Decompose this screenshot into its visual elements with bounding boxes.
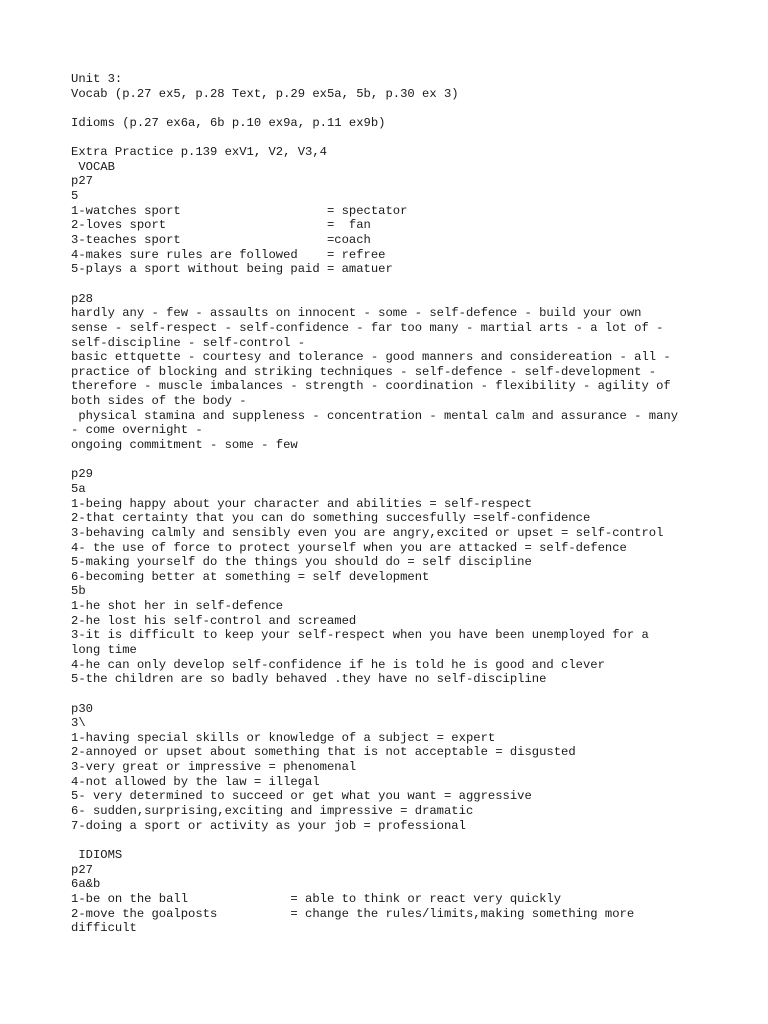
text-line: 4- the use of force to protect yourself when you are attacked = self-defence xyxy=(71,540,627,555)
text-line: 3\ xyxy=(71,716,86,731)
text-line: 6a&b xyxy=(71,877,101,892)
text-line xyxy=(71,277,731,292)
text-line xyxy=(71,453,731,468)
text-line: 1-being happy about your character and abilities = self-respect xyxy=(71,496,532,511)
text-line: 1-he shot her in self-defence xyxy=(71,599,284,614)
text-line: 1-watches sport = spectator xyxy=(71,203,408,218)
text-line: VOCAB xyxy=(71,159,115,174)
text-line: 6-becoming better at something = self development xyxy=(71,569,430,584)
text-line: 3-behaving calmly and sensibly even you are angry,excited or upset = self-control xyxy=(71,525,664,540)
text-line: practice of blocking and striking techniques - self-defence - self-development - xyxy=(71,364,657,379)
text-line xyxy=(71,833,731,848)
text-line: 4-not allowed by the law = illegal xyxy=(71,774,320,789)
text-line: ongoing commitment - some - few xyxy=(71,438,298,453)
text-line: 2-move the goalposts = change the rules/limits,making something more xyxy=(71,906,635,921)
document-page xyxy=(71,72,731,936)
text-line: 5-making yourself do the things you should do = self discipline xyxy=(71,555,532,570)
text-line: 5b xyxy=(71,584,86,599)
text-line: therefore - muscle imbalances - strength - coordination - flexibility - agility of xyxy=(71,379,671,394)
text-line: 6- sudden,surprising,exciting and impressive = dramatic xyxy=(71,804,474,819)
text-line: difficult xyxy=(71,921,137,936)
text-line: 7-doing a sport or activity as your job = professional xyxy=(71,818,466,833)
text-line: 1-having special skills or knowledge of a subject = expert xyxy=(71,730,496,745)
text-line: self-discipline - self-control - xyxy=(71,335,306,350)
text-line xyxy=(71,101,731,116)
text-line xyxy=(71,131,731,146)
text-line: basic ettquette - courtesy and tolerance - good manners and considereation - all - xyxy=(71,350,671,365)
text-line: Idioms (p.27 ex6a, 6b p.10 ex9a, p.11 ex9b) xyxy=(71,115,386,130)
text-line: 4-he can only develop self-confidence if he is told he is good and clever xyxy=(71,657,605,672)
text-line: 2-he lost his self-control and screamed xyxy=(71,613,357,628)
text-line: p29 xyxy=(71,467,93,482)
text-line: Unit 3: xyxy=(71,72,123,86)
text-line: 3-very great or impressive = phenomenal xyxy=(71,760,357,775)
text-line xyxy=(71,687,731,702)
text-line: p27 xyxy=(71,862,93,877)
text-line: both sides of the body - xyxy=(71,394,247,409)
text-line: 2-that certainty that you can do something succesfully =self-confidence xyxy=(71,511,591,526)
text-line: 3-teaches sport =coach xyxy=(71,233,371,248)
text-line: p27 xyxy=(71,174,93,189)
text-line: 5a xyxy=(71,481,86,496)
text-line: Extra Practice p.139 exV1, V2, V3,4 xyxy=(71,145,327,160)
text-line: p30 xyxy=(71,701,93,716)
text-line: 3-it is difficult to keep your self-respect when you have been unemployed for a xyxy=(71,628,649,643)
text-line: - come overnight - xyxy=(71,423,203,438)
text-line: 2-annoyed or upset about something that is not acceptable = disgusted xyxy=(71,745,576,760)
text-line: hardly any - few - assaults on innocent - some - self-defence - build your own xyxy=(71,306,642,321)
text-line: 2-loves sport = fan xyxy=(71,218,371,233)
text-line: long time xyxy=(71,642,137,657)
text-line: p28 xyxy=(71,291,93,306)
text-line: 5 xyxy=(71,189,79,204)
text-line: physical stamina and suppleness - concentration - mental calm and assurance - many xyxy=(71,408,679,423)
text-line: 5-the children are so badly behaved .they have no self-discipline xyxy=(71,672,547,687)
text-line: 4-makes sure rules are followed = refree xyxy=(71,247,386,262)
text-line: 5-plays a sport without being paid = amatuer xyxy=(71,262,393,277)
text-line: 1-be on the ball = able to think or react very quickly xyxy=(71,891,562,906)
text-line: 5- very determined to succeed or get what you want = aggressive xyxy=(71,789,532,804)
text-line: Vocab (p.27 ex5, p.28 Text, p.29 ex5a, 5b, p.30 ex 3) xyxy=(71,86,459,101)
text-line: IDIOMS xyxy=(71,847,123,862)
text-line: sense - self-respect - self-confidence - far too many - martial arts - a lot of - xyxy=(71,320,664,335)
